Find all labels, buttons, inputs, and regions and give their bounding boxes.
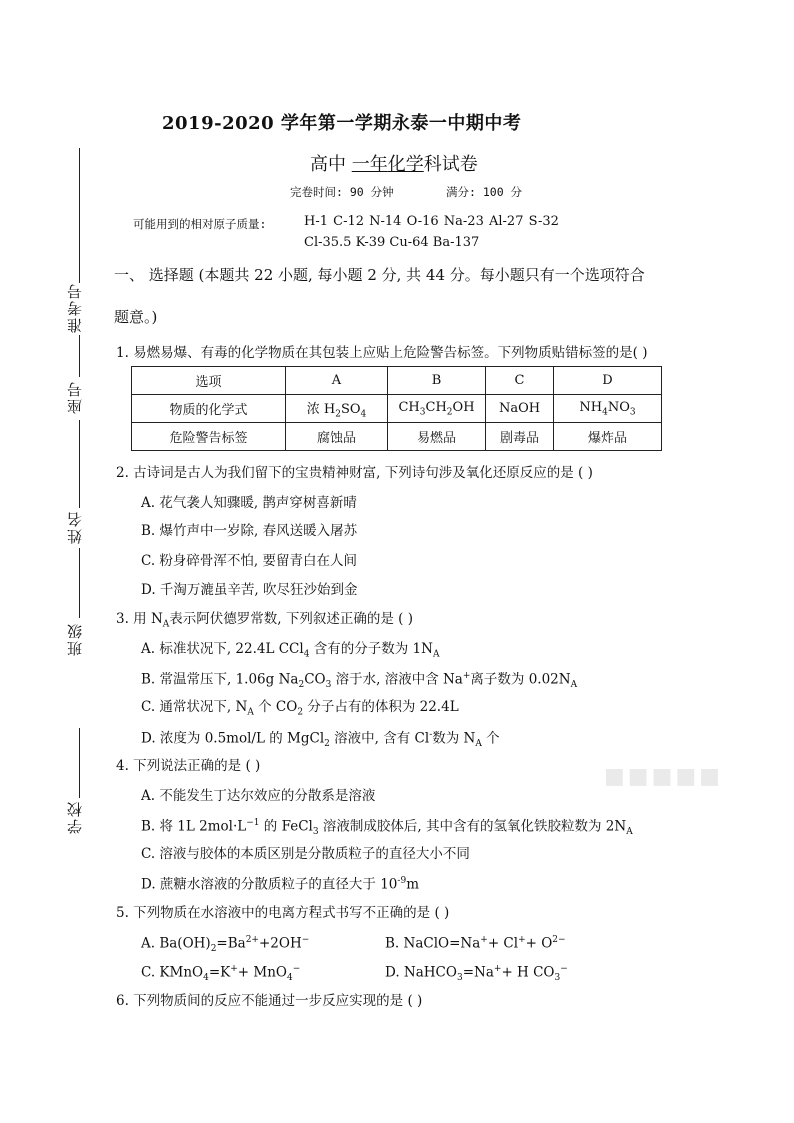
formula-cell: 浓 $H_2SO_4$ xyxy=(286,395,388,423)
question-1-stem: 1. 易燃易爆、有毒的化学物质在其包装上应贴上危险警告标签。下列物质贴错标签的是( ) xyxy=(116,345,648,361)
stem-prefix: 3. 用 N xyxy=(116,611,163,627)
question-4-stem: 4. 下列说法正确的是 ( ) xyxy=(116,758,261,774)
exam-title: 2019-2020 学年第一学期永泰一中期中考 xyxy=(162,113,522,134)
option-d: D. 千淘万漉虽辛苦, 吹尽狂沙始到金 xyxy=(141,582,358,598)
option-b: B. 常温常压下, 1.06g $Na_2CO_3$ 溶于水, 溶液中含 Na+离子数为 $0.02N_A$ xyxy=(141,671,578,691)
binding-line xyxy=(79,728,80,798)
option-d: D. 浓度为 0.5mol/L 的 MgCl$_2$ 溶液中, 含有 Cl-数为 $N_A$ 个 xyxy=(141,730,500,750)
option-b: B. 将 1L $2mol\cdot L^{-1}$ 的 FeCl$_3$ 溶液制成胶体后, 其中含有的氢氧化铁胶粒数为 $2N_A$ xyxy=(141,818,633,838)
option-a: A. 不能发生丁达尔效应的分散系是溶液 xyxy=(141,788,376,804)
option-d-prefix: D. 蔗糖水溶液的分散质粒子的直径大于 10 xyxy=(141,876,398,893)
option-b: B. 爆竹声中一岁除, 春风送暖入屠苏 xyxy=(141,523,358,539)
table-cell: C xyxy=(486,367,554,395)
binding-line xyxy=(79,548,80,618)
subtitle-prefix: 高中 xyxy=(310,154,346,175)
option-c: C. 通常状况下, $N_A$ 个 $CO_2$ 分子占有的体积为 22.4L xyxy=(141,699,459,718)
exam-subtitle xyxy=(310,150,478,176)
binding-line xyxy=(79,335,80,377)
formula-cell: $NH_4NO_3$ xyxy=(554,395,662,423)
table-cell: 易燃品 xyxy=(388,423,486,451)
formula-cell: NaOH xyxy=(486,395,554,423)
seat-label: 座号 xyxy=(66,380,84,414)
stem-suffix: 表示阿伏德罗常数, 下列叙述正确的是 ( ) xyxy=(169,611,413,627)
option-c: C. 粉身碎骨浑不怕, 要留青白在人间 xyxy=(141,553,358,569)
time-info: 完卷时间: 90 分钟 xyxy=(290,185,394,199)
table-cell: 剧毒品 xyxy=(486,423,554,451)
atomic-masses-line1: H-1 C-12 N-14 O-16 Na-23 Al-27 S-32 xyxy=(304,214,559,229)
subtitle-suffix: 科试卷 xyxy=(423,154,478,175)
option-b: B. NaClO=Na++ $Cl^++ O^{2-}$ xyxy=(385,935,566,952)
section-heading-cont: 题意。) xyxy=(114,308,158,326)
question-3-stem: 3. 用 $N_A$表示阿伏德罗常数, 下列叙述正确的是 ( ) xyxy=(116,611,413,630)
table-cell: 爆炸品 xyxy=(554,423,662,451)
question-1-table xyxy=(131,366,662,451)
atomic-masses-line2: Cl-35.5 K-39 Cu-64 Ba-137 xyxy=(304,235,480,250)
table-cell: A xyxy=(286,367,388,395)
option-c: C. 溶液与胶体的本质区别是分散质粒子的直径大小不同 xyxy=(141,846,470,862)
class-label: 班级 xyxy=(66,622,84,656)
score-info: 满分: 100 分 xyxy=(446,185,523,199)
binding-line xyxy=(79,420,80,508)
option-c: C. KMnO$_4$=K++ MnO$_4$− xyxy=(141,964,301,984)
option-a: A. $Ba(OH)_2=Ba^{2+}+2OH^-$ xyxy=(141,935,310,955)
option-a: A. 标准状况下, 22.4L CCl$_4$ 含有的分子数为 $1N_A$ xyxy=(141,641,440,660)
option-d-suffix: m xyxy=(406,876,419,893)
subtitle-subject: 化学 xyxy=(387,154,424,175)
section-heading: 一、 选择题 (本题共 22 小题, 每小题 2 分, 共 44 分。每小题只有一个选项符合 xyxy=(114,266,645,284)
exam-number-label: 准考号 xyxy=(66,282,84,333)
table-cell: 物质的化学式 xyxy=(132,395,286,423)
table-cell: 选项 xyxy=(132,367,286,395)
question-5-stem: 5. 下列物质在水溶液中的电离方程式书写不正确的是 ( ) xyxy=(116,905,450,921)
name-label: 姓名 xyxy=(66,510,84,544)
option-d: D. 蔗糖水溶液的分散质粒子的直径大于 $10^{-9}m$ xyxy=(141,876,419,893)
question-2-stem: 2. 古诗词是古人为我们留下的宝贵精神财富, 下列诗句涉及氧化还原反应的是 ( ) xyxy=(116,465,593,481)
table-cell: D xyxy=(554,367,662,395)
table-row xyxy=(132,367,662,395)
atomic-mass-label: 可能用到的相对原子质量: xyxy=(133,217,267,231)
formula-cell: $CH_3CH_2OH$ xyxy=(388,395,486,423)
option-a: A. 花气袭人知骤暖, 鹊声穿树喜新晴 xyxy=(141,495,357,511)
table-cell: 危险警告标签 xyxy=(132,423,286,451)
question-6-stem: 6. 下列物质间的反应不能通过一步反应实现的是 ( ) xyxy=(116,993,423,1009)
binding-line xyxy=(79,148,80,283)
table-row xyxy=(132,395,662,423)
table-row xyxy=(132,423,662,451)
school-label: 学校 xyxy=(66,800,84,834)
subtitle-grade: 一年 xyxy=(351,154,388,175)
watermark: ■■■■■ xyxy=(604,764,723,789)
table-cell: 腐蚀品 xyxy=(286,423,388,451)
table-cell: B xyxy=(388,367,486,395)
option-d: D. NaHCO$_3$=Na++ H $CO_3^-$ xyxy=(385,964,568,984)
